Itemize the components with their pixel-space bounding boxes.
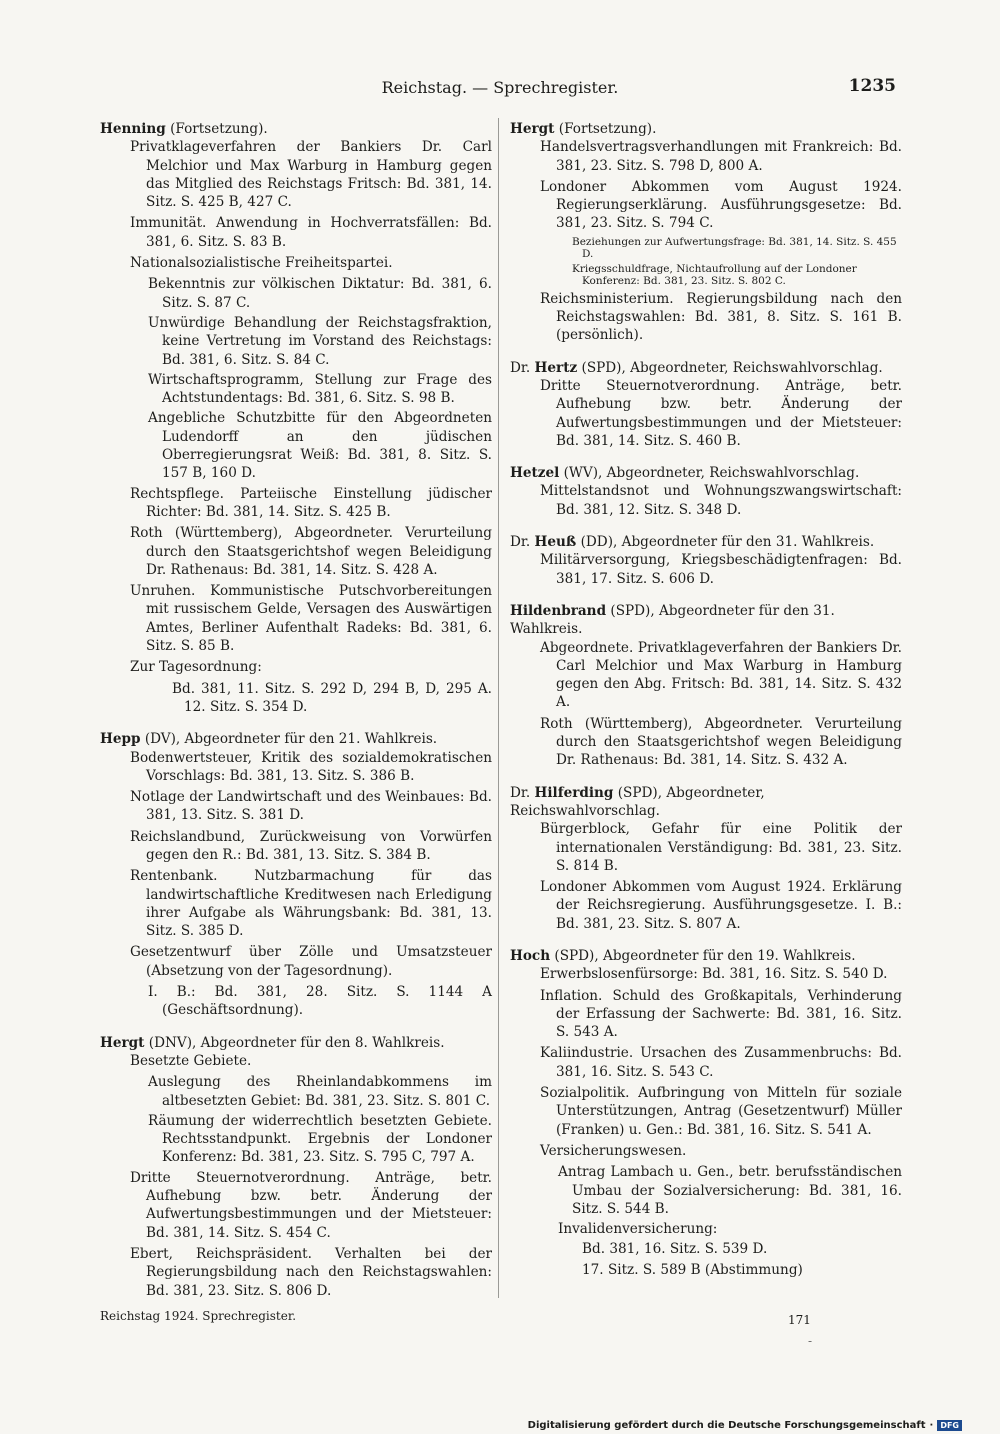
entry-name: Hetzel	[510, 465, 560, 482]
entry-subitem: Ebert, Reichspräsident. Verhalten bei der Regierungsbildung nach den Reichstagswahlen: Bd. 381, 23. Sitz. S. 806 D.	[130, 1245, 492, 1299]
entry-subitem: Unruhen. Kommunistische Putschvorbereitungen mit russischem Gelde, Versagen des Auswärtigen Amtes, Berliner Aufenthalt Radeks: Bd. 381, 6. Sitz. S. 85 B.	[130, 583, 492, 655]
dfg-credit	[528, 1420, 962, 1431]
entry-description: (SPD), Abgeordneter für den 31. Wahlkreis.	[510, 602, 835, 638]
entry-description: (Fortsetzung).	[554, 121, 657, 137]
entry-subitem: Dritte Steuernotverordnung. Anträge, betr. Aufhebung bzw. betr. Änderung der Aufwertungsbestimmungen und der Mietsteuer: Bd. 381, 14. Sitz. S. 460 B.	[540, 377, 902, 449]
entry-subitem: Rentenbank. Nutzbarmachung für das landwirtschaftliche Kreditwesen nach Erledigung ihrer Aufgabe als Währungsbank: Bd. 381, 13. Sitz. S. 385 D.	[130, 868, 492, 940]
column-divider	[498, 118, 499, 1298]
right-column	[510, 120, 902, 1293]
entry-subitem: Invalidenversicherung:	[558, 1221, 718, 1238]
entry-subitem: Unwürdige Behandlung der Reichstagsfraktion, keine Vertretung im Vorstand des Reichstags: Bd. 381, 6. Sitz. S. 84 C.	[148, 314, 492, 368]
entry-subitem: Notlage der Landwirtschaft und des Weinbaues: Bd. 381, 13. Sitz. S. 381 D.	[130, 789, 492, 824]
entry-description: (Fortsetzung).	[165, 121, 268, 137]
entry-description: (WV), Abgeordneter, Reichswahlvorschlag.	[559, 465, 860, 482]
entry-subitem: Mittelstandsnot und Wohnungszwangswirtschaft: Bd. 381, 12. Sitz. S. 348 D.	[540, 483, 902, 518]
register-entry	[100, 120, 492, 716]
entry-description: (SPD), Abgeordneter, Reichswahlvorschlag.	[577, 359, 883, 376]
entry-subitem: Kaliindustrie. Ursachen des Zusammenbruchs: Bd. 381, 16. Sitz. S. 543 C.	[540, 1045, 902, 1080]
entry-subitem: I. B.: Bd. 381, 28. Sitz. S. 1144 A (Geschäftsordnung).	[148, 984, 492, 1019]
footer-publication: Reichstag 1924. Sprechregister.	[100, 1309, 297, 1323]
entry-subitem: Reichslandbund, Zurückweisung von Vorwürfen gegen den R.: Bd. 381, 13. Sitz. S. 384 B.	[130, 828, 492, 863]
entry-subitem: Bürgerblock, Gefahr für eine Politik der internationalen Verständigung: Bd. 381, 23. Sitz. S. 814 B.	[540, 821, 902, 874]
register-entry	[510, 784, 902, 933]
entry-subitem: Bekenntnis zur völkischen Diktatur: Bd. 381, 6. Sitz. S. 87 C.	[148, 276, 492, 311]
entry-subitem: Londoner Abkommen vom August 1924. Erklärung der Reichsregierung. Ausführungsgesetze. I. B.: Bd. 381, 23. Sitz. S. 807 A.	[540, 879, 902, 932]
entry-subitem: Antrag Lambach u. Gen., betr. berufsständischen Umbau der Sozialversicherung: Bd. 381, 16. Sitz. S. 544 B.	[558, 1164, 902, 1217]
entry-name: Hildenbrand	[510, 602, 607, 619]
entry-subitem: Roth (Württemberg), Abgeordneter. Verurteilung durch den Staatsgerichtshof wegen Beleidigung Dr. Rathenaus: Bd. 381, 14. Sitz. S. 428 A.	[130, 525, 492, 578]
entry-subitem: Dritte Steuernotverordnung. Anträge, betr. Aufhebung bzw. betr. Änderung der Aufwertungsbestimmungen und der Mietsteuer: Bd. 381, 14. Sitz. S. 454 C.	[130, 1169, 492, 1241]
entry-name: Hergt	[510, 121, 555, 137]
entry-heading	[510, 602, 902, 639]
entry-description: (DNV), Abgeordneter für den 8. Wahlkreis.	[144, 1034, 445, 1051]
entry-name: Henning	[100, 121, 166, 137]
entry-subitem: Rechtspflege. Parteiische Einstellung jüdischer Richter: Bd. 381, 14. Sitz. S. 425 B.	[130, 485, 492, 520]
entry-description: (DV), Abgeordneter für den 21. Wahlkreis.	[140, 731, 438, 748]
register-entry	[510, 464, 902, 519]
entry-subitem: Abgeordnete. Privatklageverfahren der Bankiers Dr. Carl Melchior und Max Warburg in Hamburg gegen den Abg. Fritsch: Bd. 381, 14. Sitz. S. 432 A.	[540, 639, 902, 711]
footer-signature: 171	[788, 1313, 811, 1327]
entry-description: (SPD), Abgeordneter für den 19. Wahlkreis.	[550, 947, 856, 964]
entry-name: Hepp	[100, 731, 141, 748]
entry-subitem: Kriegsschuldfrage, Nichtaufrollung auf der Londoner Konferenz: Bd. 381, 23. Sitz. S. 802 C.	[572, 262, 857, 288]
entry-heading	[100, 730, 492, 748]
register-entry	[510, 120, 902, 345]
entry-name: Hilferding	[534, 784, 614, 801]
entry-subitem: Räumung der widerrechtlich besetzten Gebiete. Rechtsstandpunkt. Ergebnis der Londoner Konferenz: Bd. 381, 23. Sitz. S. 795 C, 797 A.	[148, 1112, 492, 1166]
entry-subitem: Zur Tagesordnung:	[130, 659, 262, 676]
entry-subitem: Inflation. Schuld des Großkapitals, Verhinderung der Erfassung der Sachwerte: Bd. 381, 16. Sitz. S. 543 A.	[540, 987, 902, 1041]
entry-subitem: Bodenwertsteuer, Kritik des sozialdemokratischen Vorschlags: Bd. 381, 13. Sitz. S. 386 B.	[130, 749, 492, 784]
register-entry	[510, 947, 902, 1279]
entry-description: (SPD), Abgeordneter, Reichswahlvorschlag.	[510, 784, 765, 819]
entry-title-prefix: Dr.	[510, 534, 535, 551]
entry-subitem: 17. Sitz. S. 589 B (Abstimmung)	[582, 1261, 803, 1278]
entry-subitem: Erwerbslosenfürsorge: Bd. 381, 16. Sitz. S. 540 D.	[540, 966, 888, 983]
entry-subitem: Sozialpolitik. Aufbringung von Mitteln für soziale Unterstützungen, Antrag (Gesetzentwurf) Müller (Franken) u. Gen.: Bd. 381, 16. Sitz. S. 541 A.	[540, 1085, 902, 1138]
page-title: Reichstag. — Sprechregister.	[381, 78, 619, 97]
entry-subitem: Nationalsozialistische Freiheitspartei.	[130, 255, 393, 272]
entry-subitem: Gesetzentwurf über Zölle und Umsatzsteuer (Absetzung von der Tagesordnung).	[130, 944, 492, 979]
entry-subitem: Roth (Württemberg), Abgeordneter. Verurteilung durch den Staatsgerichtshof wegen Beleidigung Dr. Rathenaus: Bd. 381, 14. Sitz. S. 432 A.	[540, 715, 902, 769]
entry-heading	[100, 1034, 492, 1052]
entry-heading	[510, 120, 902, 138]
entry-name: Hertz	[534, 359, 578, 376]
entry-subitem: Reichsministerium. Regierungsbildung nach den Reichstagswahlen: Bd. 381, 8. Sitz. S. 161 B. (persönlich).	[540, 290, 902, 344]
dfg-logo-separator: ·	[929, 1420, 934, 1431]
entry-name: Heuß	[534, 534, 577, 551]
entry-subitem: Privatklageverfahren der Bankiers Dr. Carl Melchior und Max Warburg in Hamburg gegen das Mitglied des Reichstags Fritsch: Bd. 381, 14. Sitz. S. 425 B, 427 C.	[130, 139, 492, 211]
entry-subitem: Angebliche Schutzbitte für den Abgeordneten Ludendorff an den jüdischen Oberregierungsrat Weiß: Bd. 381, 8. Sitz. S. 157 B, 160 D.	[148, 410, 492, 482]
entry-name: Hergt	[100, 1034, 145, 1051]
register-entry	[510, 602, 902, 770]
entry-heading	[510, 359, 902, 377]
entry-title-prefix: Dr.	[510, 359, 535, 376]
page-number: 1235	[848, 76, 896, 96]
entry-subitem: Bd. 381, 16. Sitz. S. 539 D.	[582, 1241, 768, 1258]
entry-heading	[510, 533, 902, 551]
register-entry	[100, 1034, 492, 1300]
entry-heading	[510, 784, 902, 821]
register-entry	[100, 730, 492, 1019]
entry-description: (DD), Abgeordneter für den 31. Wahlkreis.	[576, 534, 875, 551]
entry-subitem: Immunität. Anwendung in Hochverratsfällen: Bd. 381, 6. Sitz. S. 83 B.	[130, 215, 492, 250]
entry-heading	[510, 947, 902, 965]
entry-heading	[100, 120, 492, 138]
entry-title-prefix: Dr.	[510, 784, 535, 801]
dfg-credit-text: Digitalisierung gefördert durch die Deutsche Forschungsgemeinschaft	[527, 1420, 926, 1431]
register-entry	[510, 533, 902, 588]
left-column	[100, 120, 492, 1314]
entry-heading	[510, 464, 902, 482]
footer-dash: -	[808, 1334, 813, 1348]
entry-subitem: Auslegung des Rheinlandabkommens im altbesetzten Gebiet: Bd. 381, 23. Sitz. S. 801 C.	[148, 1074, 492, 1109]
entry-subitem: Handelsvertragsverhandlungen mit Frankreich: Bd. 381, 23. Sitz. S. 798 D, 800 A.	[540, 139, 902, 174]
register-entry	[510, 359, 902, 450]
entry-subitem: Londoner Abkommen vom August 1924. Regierungserklärung. Ausführungsgesetze: Bd. 381, 23. Sitz. S. 794 C.	[540, 178, 902, 232]
entry-subitem: Wirtschaftsprogramm, Stellung zur Frage des Achtstundentags: Bd. 381, 6. Sitz. S. 98 B.	[148, 371, 492, 407]
dfg-logo: DFG	[937, 1420, 962, 1431]
entry-name: Hoch	[510, 947, 551, 964]
entry-subitem: Beziehungen zur Aufwertungsfrage: Bd. 381, 14. Sitz. S. 455 D.	[572, 235, 897, 261]
entry-subitem: Militärversorgung, Kriegsbeschädigtenfragen: Bd. 381, 17. Sitz. S. 606 D.	[540, 552, 902, 587]
entry-subitem: Bd. 381, 11. Sitz. S. 292 D, 294 B, D, 295 A. 12. Sitz. S. 354 D.	[172, 680, 492, 715]
entry-subitem: Besetzte Gebiete.	[130, 1052, 252, 1069]
entry-subitem: Versicherungswesen.	[540, 1142, 687, 1159]
